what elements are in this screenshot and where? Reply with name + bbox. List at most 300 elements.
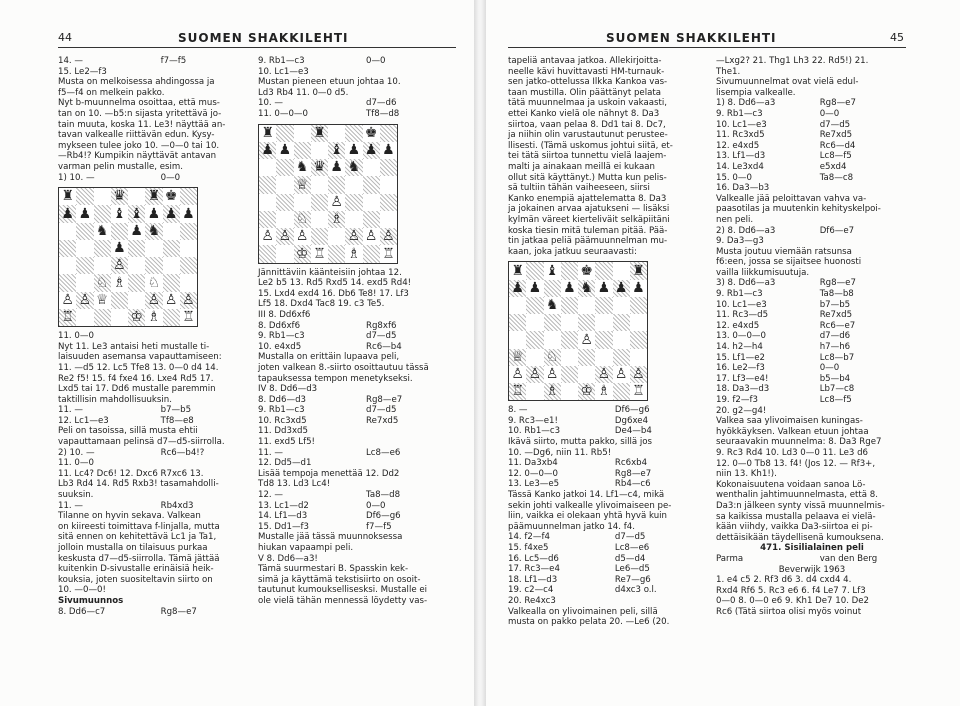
- black-move: 0—0: [366, 500, 386, 511]
- text-line: Valkealle jää peloittavan vahva va-: [716, 193, 867, 204]
- black-move: Lc8—e6: [614, 543, 650, 553]
- board-square: [380, 142, 397, 159]
- white-move: 9. Rb1—c3: [716, 108, 763, 119]
- chess-piece-icon: ♕: [511, 348, 524, 365]
- board-square: [363, 125, 380, 142]
- board-square: [526, 331, 543, 348]
- text-line: Lf5 18. Dxd4 Tac8 19. c3 Te5.: [258, 299, 385, 310]
- page-number: 44: [58, 31, 72, 44]
- board-square: [311, 228, 328, 245]
- text-line: sekin johti valkealle ylivoimaiseen pe-: [508, 500, 672, 511]
- text-line: ettei Kanko vielä ole nähnyt 8. Da3: [508, 108, 660, 119]
- text-line: vailla liikkumisuutuja.: [716, 267, 810, 278]
- white-move: 15. 0—0: [716, 172, 752, 183]
- board-square: [345, 194, 362, 211]
- black-move: b7—b5: [160, 405, 192, 416]
- text-line: seuraavakin muunnelma: 8. Da3 Rge7: [716, 437, 882, 448]
- text-line: Lb3 Rd4 14. Rd5 Rxb3! tasamahdolli-: [58, 479, 219, 490]
- text-line: mykseen tulee joko 10. —0—0 tai 10.: [58, 140, 220, 151]
- move-row: [508, 585, 706, 596]
- black-move: d7—d6: [366, 98, 397, 109]
- board-square: [345, 142, 362, 159]
- board-square: [311, 211, 328, 228]
- text-line: —Rb4!? Kumpikin näyttävät antavan: [58, 151, 217, 162]
- text-line: malti ja ainakaan meillä ei kukaan: [508, 161, 655, 172]
- board-square: [345, 125, 362, 142]
- board-square: [544, 331, 561, 348]
- board-square: [180, 292, 197, 309]
- black-move: 0—0: [366, 56, 386, 66]
- white-move: 13. Lc1—d2: [258, 500, 309, 511]
- chess-piece-icon: ♝: [330, 142, 343, 159]
- move-row: [716, 109, 908, 120]
- move-row: [716, 331, 908, 342]
- text-line: musta on pakko pelata 20. —Le6 (20.: [508, 617, 670, 628]
- board-square: [163, 240, 180, 257]
- chess-piece-icon: ♜: [61, 188, 74, 205]
- text-line: Rc6 (Tätä siirtoa olisi myös voinut: [716, 606, 862, 617]
- board-square: [76, 240, 93, 257]
- chess-piece-icon: ♟: [130, 222, 143, 239]
- text-line: suuksin.: [58, 490, 94, 501]
- text-line: Jännittäviin käänteisiin johtaa 12.: [258, 267, 402, 278]
- text-line: tapauksessa tempon menetykseksi.: [258, 373, 413, 384]
- text-line: Rxd4 Rf6 5. Rc3 e6 6. f4 Le7 7. Lf3: [716, 585, 866, 596]
- black-move: d7—d5: [614, 532, 646, 543]
- white-move: 8. Dd6—d3: [258, 394, 306, 405]
- move-row: [508, 564, 706, 575]
- board-square: [363, 211, 380, 228]
- board-square: [561, 314, 578, 331]
- board-square: [363, 228, 380, 245]
- text-line: Ld3 Rb4 11. 0—0 d5.: [258, 87, 349, 98]
- white-move: 11. Rc3—d5: [716, 310, 769, 321]
- board-square: [595, 383, 612, 400]
- board-square: [613, 314, 630, 331]
- white-move: 9. Da3—g3: [716, 236, 764, 247]
- board-square: [544, 262, 561, 279]
- board-square: [578, 314, 595, 331]
- board-square: [94, 205, 111, 222]
- board-square: [311, 125, 328, 142]
- move-row: [508, 416, 706, 427]
- white-move: 11. exd5 Lf5!: [258, 437, 316, 448]
- black-move: [161, 67, 248, 78]
- board-square: [561, 331, 578, 348]
- board-square: [328, 211, 345, 228]
- board-square: [180, 240, 197, 257]
- black-move: [161, 458, 248, 469]
- chess-piece-icon: ♟: [632, 279, 645, 296]
- chess-piece-icon: ♖: [61, 309, 74, 326]
- white-move: 2) 8. Dd6—a3: [716, 225, 776, 236]
- white-move: 15. Le2—f3: [58, 66, 107, 77]
- white-move: 15. Lf1—e2: [716, 352, 766, 363]
- black-move: b7—b5: [819, 299, 851, 310]
- board-square: [578, 366, 595, 383]
- white-move: 13. 0—0—0: [716, 331, 766, 342]
- move-row: [716, 300, 908, 311]
- board-square: [613, 262, 630, 279]
- board-square: [59, 205, 76, 222]
- move-row: [716, 183, 908, 194]
- text-line: tavan valkealle riittävän edun. Kysy-: [58, 130, 215, 141]
- board-square: [294, 245, 311, 262]
- board-square: [128, 223, 145, 240]
- move-row: [258, 448, 458, 459]
- black-move: Rc6xb4: [614, 458, 648, 469]
- white-move: 12. Dd5—d1: [258, 458, 312, 469]
- black-move: Rb4—c6: [614, 479, 651, 490]
- black-move: h7—h6: [819, 342, 851, 353]
- board-square: [180, 205, 197, 222]
- black-move: van den Berg: [819, 553, 878, 564]
- move-row: [58, 56, 248, 67]
- black-move: [366, 437, 458, 448]
- move-row: [258, 405, 458, 416]
- board-square: [128, 309, 145, 326]
- black-move: [820, 406, 908, 417]
- board-square: [526, 297, 543, 314]
- board-square: [259, 245, 276, 262]
- board-square: [259, 211, 276, 228]
- text-line: paasotilas ja muutenkin kehityskelpoi-: [716, 204, 881, 215]
- board-square: [76, 309, 93, 326]
- white-move: 11. —: [58, 500, 83, 511]
- chess-piece-icon: ♖: [511, 383, 524, 400]
- black-move: Ta8—b8: [819, 289, 854, 300]
- text-line: Lxd5 tai 17. Dd6 mustalle paremmin: [58, 384, 216, 395]
- text-line: tin jatkaa peliä päämuunnelman mu-: [508, 236, 668, 247]
- white-move: 12. Lc1—e3: [58, 415, 109, 426]
- board-square: [380, 159, 397, 176]
- chess-piece-icon: ♘: [295, 211, 309, 228]
- board-square: [59, 309, 76, 326]
- board-square: [578, 297, 595, 314]
- board-square: [276, 228, 293, 245]
- text-line: Nyt b-muunnelma osoittaa, että mus-: [58, 98, 220, 109]
- move-row: [716, 236, 908, 247]
- black-move: d7—d5: [819, 119, 851, 130]
- text-line: sä tultiin tähän vaiheeseen, siirsi: [508, 183, 650, 194]
- white-move: 17. Rc3—e4: [508, 564, 560, 575]
- white-move: 11. 0—0: [58, 331, 94, 342]
- chess-piece-icon: ♟: [261, 142, 274, 159]
- board-square: [345, 228, 362, 245]
- white-move: 10. —: [258, 98, 283, 109]
- board-square: [613, 349, 630, 366]
- chess-piece-icon: ♗: [147, 309, 161, 326]
- move-row: [508, 469, 706, 480]
- board-square: [163, 292, 180, 309]
- board-square: [595, 280, 612, 297]
- white-move: 8. Dd6—c7: [58, 606, 106, 617]
- board-square: [145, 188, 162, 205]
- board-square: [328, 125, 345, 142]
- board-square: [145, 274, 162, 291]
- white-move: 13. Lf1—d3: [716, 151, 766, 162]
- text-line: kouksia, joten suositeltavin siirto on: [58, 574, 213, 585]
- move-row: [258, 384, 458, 395]
- board-square: [76, 292, 93, 309]
- move-row: [716, 310, 908, 321]
- white-move: 16. Lc5—d6: [508, 553, 559, 564]
- board-square: [380, 245, 397, 262]
- text-line: vapauttamaan pelinsä d7—d5-siirrolla.: [58, 437, 225, 448]
- board-square: [380, 176, 397, 193]
- board-square: [111, 257, 128, 274]
- black-move: 0—0: [819, 363, 840, 374]
- board-square: [595, 349, 612, 366]
- chess-piece-icon: ♝: [113, 205, 126, 222]
- chess-piece-icon: ♔: [130, 309, 143, 326]
- white-move: 10. Rb1—c3: [508, 426, 561, 437]
- text-line: sa kaikissa mustalla pelaava ei vielä-: [716, 511, 876, 522]
- move-row: [258, 56, 458, 67]
- text-line: Re2 f5! 15. f4 fxe4 16. Lxe4 Rd5 17.: [58, 373, 214, 384]
- board-square: [59, 274, 76, 291]
- white-move: 12. —: [258, 490, 283, 501]
- chess-piece-icon: ♞: [347, 159, 361, 176]
- text-line: Valkealla on ylivoimainen peli, sillä: [508, 606, 658, 617]
- white-move: V 8. Dd6—a3!: [258, 553, 318, 564]
- chess-piece-icon: ♗: [545, 383, 559, 400]
- text-line: tautunut kumouksellisesksi. Mustalle ei: [258, 585, 428, 596]
- black-move: Rc6—d4: [819, 140, 856, 151]
- move-row: [58, 416, 248, 427]
- white-move: 11. 0—0—0: [258, 108, 308, 119]
- text-line: Mustan pieneen etuun johtaa 10.: [258, 77, 401, 88]
- text-line: kaan, joka jatkuu seuraavasti:: [508, 246, 637, 257]
- white-move: 1) 8. Dd6—a3: [716, 98, 776, 109]
- text-line: taktillisin mahdollisuuksin.: [58, 394, 172, 405]
- page-number: 45: [890, 31, 904, 44]
- text-line: varman pelin mustalle, esim.: [58, 161, 183, 172]
- board-square: [328, 245, 345, 262]
- board-square: [294, 159, 311, 176]
- black-move: d7—d5: [366, 405, 397, 416]
- white-move: 15. f4xe5: [508, 543, 549, 553]
- board-square: [509, 366, 526, 383]
- board-square: [345, 245, 362, 262]
- chess-piece-icon: ♙: [278, 228, 292, 245]
- chess-piece-icon: ♙: [545, 366, 559, 383]
- chess-piece-icon: ♙: [113, 257, 126, 274]
- white-move: III 8. Dd6xf6: [258, 309, 311, 320]
- board-square: [59, 240, 76, 257]
- text-line: keskusta d7—d5-siirrolla. Tämä jättää: [58, 553, 220, 564]
- board-square: [526, 262, 543, 279]
- text-line: Tässä Kanko jatkoi 14. Lf1—c4, mikä: [508, 490, 665, 501]
- chess-piece-icon: ♙: [528, 366, 542, 383]
- black-move: Rb4xd3: [160, 500, 194, 511]
- move-row: [258, 321, 458, 332]
- board-square: [544, 349, 561, 366]
- chess-piece-icon: ♙: [261, 228, 274, 245]
- white-move: 11. Dd3xd5: [258, 426, 308, 437]
- chess-diagram: [258, 124, 398, 264]
- white-move: 12. 0—0—0: [508, 468, 558, 479]
- board-square: [544, 297, 561, 314]
- chess-piece-icon: ♞: [295, 159, 309, 176]
- text-line: päämuunnelman jatko 14. f4.: [508, 521, 635, 532]
- chess-diagram: [508, 261, 648, 401]
- board-square: [94, 223, 111, 240]
- move-row: [258, 310, 458, 321]
- board-square: [294, 176, 311, 193]
- board-square: [111, 205, 128, 222]
- text-line: 11. —d5 12. Lc5 Tfe8 13. 0—0 d4 14.: [58, 362, 219, 373]
- board-square: [276, 125, 293, 142]
- chess-piece-icon: ♕: [95, 291, 109, 308]
- text-line: Lisää tempoja menettää 12. Dd2: [258, 468, 400, 479]
- black-move: Ta8—d8: [366, 490, 401, 501]
- text-line: Mustalla on erittäin lupaava peli,: [258, 352, 400, 363]
- board-square: [59, 188, 76, 205]
- move-row: [716, 141, 908, 152]
- right-page: [486, 0, 960, 706]
- move-row: [716, 130, 908, 141]
- chess-piece-icon: ♟: [113, 240, 126, 257]
- move-row: [508, 479, 706, 490]
- chess-piece-icon: ♟: [364, 142, 378, 159]
- text-line: taan mustilla. Olin päättänyt pelata: [508, 87, 662, 98]
- move-row: [508, 532, 706, 543]
- board-square: [145, 240, 162, 257]
- black-move: Lc8—e6: [366, 447, 401, 458]
- text-line: Td8 13. Ld3 Lc4!: [258, 479, 331, 490]
- move-row: [716, 406, 908, 417]
- chess-piece-icon: ♟: [347, 142, 361, 159]
- white-move: 10. Lc1—e3: [716, 119, 767, 130]
- board-square: [345, 176, 362, 193]
- board-square: [526, 280, 543, 297]
- board-square: [561, 262, 578, 279]
- board-square: [613, 366, 630, 383]
- black-move: Rg8xf6: [366, 320, 397, 331]
- move-row: [716, 384, 908, 395]
- black-move: Tf8—e8: [160, 415, 194, 426]
- board-square: [345, 211, 362, 228]
- text-line: 9. Rc3 Rd4 10. Ld3 0—0 11. Le3 d6: [716, 447, 868, 458]
- text-line: 15. Lxd4 exd4 16. Db6 Te8! 17. Lf3: [258, 288, 409, 299]
- chess-piece-icon: ♙: [614, 366, 628, 383]
- move-row: [58, 173, 248, 184]
- white-move: 3) 8. Dd6—a3: [716, 278, 776, 289]
- black-move: [366, 554, 458, 565]
- move-row: [258, 331, 458, 342]
- board-square: [561, 297, 578, 314]
- text-line: Nyt 11. Le3 antaisi heti mustalle ti-: [58, 341, 210, 352]
- white-move: 9. Rc3—e1!: [508, 415, 558, 426]
- text-line: 10. —Dg6, niin 11. Rb5!: [508, 447, 612, 458]
- black-move: d7—d5: [366, 331, 397, 342]
- chess-piece-icon: ♟: [78, 205, 92, 222]
- move-row: [716, 395, 908, 406]
- text-line: Da3:n jälkeen synty vissä muunnelmis-: [716, 500, 885, 511]
- move-row: [258, 426, 458, 437]
- move-row: [258, 98, 458, 109]
- black-move: [366, 458, 458, 469]
- board-square: [595, 366, 612, 383]
- chess-piece-icon: ♙: [511, 366, 524, 383]
- board-square: [526, 349, 543, 366]
- chess-piece-icon: ♙: [295, 228, 309, 245]
- text-line: kuitenkin D-sivustalle erinäisiä heik-: [58, 564, 214, 575]
- right-column-1: [508, 56, 706, 628]
- board-square: [180, 223, 197, 240]
- chess-piece-icon: ♙: [78, 291, 92, 308]
- board-square: [59, 257, 76, 274]
- running-header: SUOMEN SHAKKILEHTI: [606, 31, 777, 45]
- board-square: [561, 366, 578, 383]
- chess-piece-icon: ♕: [295, 176, 309, 193]
- board-square: [145, 292, 162, 309]
- board-square: [94, 292, 111, 309]
- black-move: f7—f5: [366, 521, 392, 532]
- chess-piece-icon: ♖: [313, 245, 326, 262]
- move-row: [716, 289, 908, 300]
- board-square: [509, 383, 526, 400]
- white-move: 18. Da3—d3: [716, 384, 770, 395]
- move-row: [258, 511, 458, 522]
- board-square: [578, 280, 595, 297]
- black-move: Df6—e7: [819, 225, 855, 236]
- black-move: Df6—g6: [614, 405, 650, 416]
- move-row: [716, 120, 908, 131]
- black-move: [366, 310, 458, 321]
- board-square: [526, 314, 543, 331]
- move-row: [58, 607, 248, 618]
- move-row: [258, 109, 458, 120]
- board-square: [363, 176, 380, 193]
- board-square: [94, 274, 111, 291]
- move-row: [716, 353, 908, 364]
- white-move: 20. g2—g4!: [716, 405, 767, 416]
- white-move: 16. Le2—f3: [716, 363, 765, 374]
- text-line: ollut sitä käyttänyt.) Mutta kun pelis-: [508, 172, 667, 183]
- chess-piece-icon: ♟: [597, 279, 611, 296]
- board-square: [76, 223, 93, 240]
- white-move: 10. Lc1—e3: [258, 66, 309, 77]
- text-line: Beverwijk 1963: [778, 564, 846, 575]
- move-row: [258, 416, 458, 427]
- chess-piece-icon: ♟: [330, 159, 343, 176]
- board-square: [180, 309, 197, 326]
- board-square: [180, 274, 197, 291]
- board-square: [509, 280, 526, 297]
- black-move: Rg8—e7: [614, 468, 652, 479]
- black-move: Lc8—f5: [819, 151, 852, 162]
- chess-piece-icon: ♙: [61, 291, 74, 308]
- board-square: [145, 223, 162, 240]
- board-square: [311, 194, 328, 211]
- board-square: [259, 194, 276, 211]
- black-move: De4—b4: [614, 426, 652, 437]
- text-line: tan on 10. —b5:n sijasta yritettävä jo-: [58, 108, 222, 119]
- black-move: e5xd4: [819, 161, 847, 172]
- chess-piece-icon: ♙: [330, 193, 343, 210]
- black-move: Rg8—e7: [819, 278, 856, 289]
- board-square: [128, 292, 145, 309]
- text-line: Le2 b5 13. Rd5 Rxd5 14. exd5 Rd4!: [258, 278, 412, 289]
- text-line: lisempia valkealle.: [716, 87, 796, 98]
- board-square: [163, 188, 180, 205]
- text-line: 11. Lc4? Dc6! 12. Dxc6 R7xc6 13.: [58, 468, 204, 479]
- black-move: [161, 331, 248, 342]
- text-line: kään viihdy, vaikka Da3-siirtoa ei pi-: [716, 522, 873, 533]
- board-square: [163, 205, 180, 222]
